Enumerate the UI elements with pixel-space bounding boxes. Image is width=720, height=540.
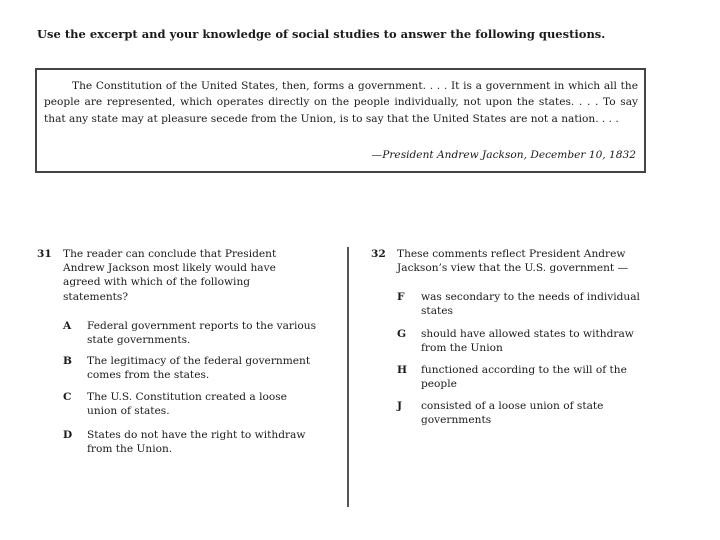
choice-letter: C [63,391,72,403]
question-stem: The reader can conclude that President Andrew Jackson most likely would have agreed with which of the following statements? [63,248,277,303]
choice-text: States do not have the right to withdraw from the Union. [87,429,306,456]
choice-letter: A [63,320,72,332]
question-31 [37,247,337,477]
instructions-heading: Use the excerpt and your knowledge of social studies to answer the following questions. [37,27,606,41]
question-number: 32 [371,248,386,260]
excerpt-attribution: —President Andrew Jackson, December 10, 1832 [371,149,636,161]
choice-letter: G [397,328,407,340]
choice-text: consisted of a loose union of state governments [421,400,604,427]
choice-text: was secondary to the needs of individual states [421,291,640,318]
excerpt-text: The Constitution of the United States, then, forms a government. . . . It is a government in which all the people are represented, which operates directly on the people individually, not upon the states. . . . To say that any state may at pleasure secede from the Union, is to say that the United States are not a nation. . . . [44,80,638,125]
choice-letter: B [63,355,72,367]
choice-text: The legitimacy of the federal government comes from the states. [87,355,311,382]
excerpt-box [35,68,646,173]
question-number: 31 [37,248,52,260]
choice-text: Federal government reports to the various state governments. [87,320,317,347]
choice-text: should have allowed states to withdraw from the Union [421,328,634,355]
column-divider [347,247,349,507]
choice-letter: H [397,364,408,376]
choice-letter: D [63,429,73,441]
question-32 [371,247,671,477]
choice-text: The U.S. Constitution created a loose union of states. [87,391,287,418]
question-stem: These comments reflect President Andrew Jackson’s view that the U.S. government — [397,248,629,275]
choice-text: functioned according to the will of the people [421,364,627,391]
choice-letter: F [397,291,405,303]
choice-letter: J [397,400,403,412]
